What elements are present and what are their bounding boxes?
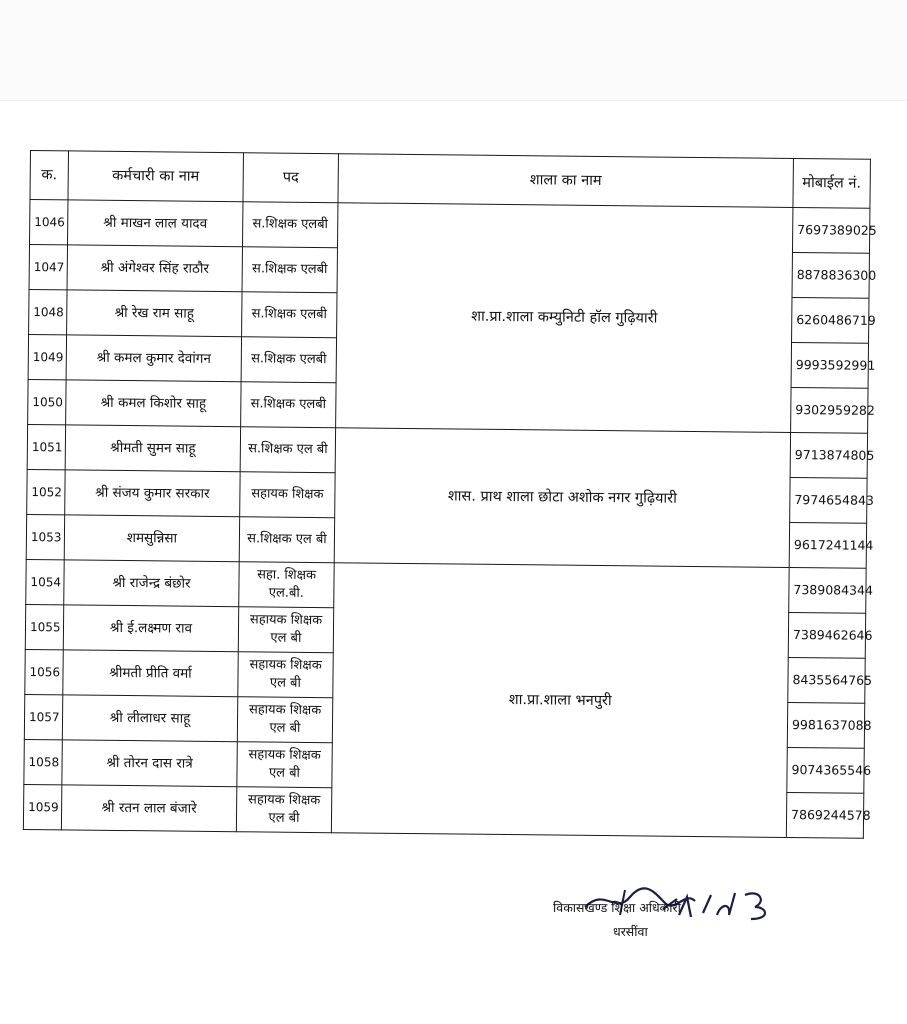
row-name: श्रीमती सुमन साहू <box>65 425 240 472</box>
row-post: सहायक शिक्षक एल बी <box>238 607 333 653</box>
row-sno: 1053 <box>26 514 64 559</box>
row-sno: 1057 <box>24 694 62 739</box>
row-post: स.शिक्षक एलबी <box>241 337 336 383</box>
row-name: श्री तोरन दास रात्रे <box>62 740 237 787</box>
row-post: स.शिक्षक एलबी <box>241 382 336 428</box>
row-name: श्री माखन लाल यादव <box>68 200 243 247</box>
signature-designation: विकासखण्ड शिक्षा अधिकारी <box>553 900 681 915</box>
row-sno: 1049 <box>28 334 66 379</box>
row-name: श्रीमती प्रीति वर्मा <box>63 650 238 697</box>
row-post: स.शिक्षक एलबी <box>242 247 337 293</box>
row-name: श्री ई.लक्ष्मण राव <box>63 605 238 652</box>
row-post: स.शिक्षक एल बी <box>239 517 334 563</box>
row-mobile: 8435564765 <box>788 657 865 703</box>
row-post: सहायक शिक्षक <box>240 472 335 518</box>
scan-top-band <box>0 0 907 101</box>
row-sno: 1051 <box>27 424 65 469</box>
row-sno: 1047 <box>29 245 67 290</box>
row-sno: 1050 <box>28 379 66 424</box>
row-mobile: 7869244578 <box>786 792 863 838</box>
row-post: सहायक शिक्षक एल बी <box>237 742 332 788</box>
row-mobile: 9617241144 <box>789 522 866 568</box>
staff-table <box>23 150 877 839</box>
row-name: श्री रतन लाल बंजारे <box>61 785 236 832</box>
row-name: श्री संजय कुमार सरकार <box>65 470 240 517</box>
row-post: स.शिक्षक एलबी <box>242 292 337 338</box>
row-name: श्री रेख राम साहू <box>67 290 242 337</box>
row-post: सहायक शिक्षक एल बी <box>237 697 332 743</box>
header-sno: क. <box>30 151 69 200</box>
row-mobile: 7974654843 <box>790 477 867 523</box>
row-mobile: 9713874805 <box>790 432 867 478</box>
school-cell: शा.प्रा.शाला भनपुरी <box>331 563 789 838</box>
row-post: सहायक शिक्षक एल बी <box>236 787 331 833</box>
row-name: श्री कमल किशोर साहू <box>66 380 241 427</box>
row-mobile: 9302959282 <box>791 387 868 433</box>
row-sno: 1052 <box>27 469 65 514</box>
row-name: शमसुन्निसा <box>64 515 239 562</box>
row-sno: 1056 <box>25 649 63 694</box>
table-header-row <box>30 151 870 209</box>
row-sno: 1046 <box>30 200 68 245</box>
row-mobile: 9993592991 <box>791 342 868 388</box>
school-cell: शा.प्रा.शाला कम्युनिटी हॉल गुढ़ियारी <box>336 203 793 433</box>
header-school: शाला का नाम <box>338 154 793 208</box>
row-name: श्री राजेन्द्र बंछोर <box>64 560 239 607</box>
header-mobile: मोबाईल नं. <box>793 158 871 208</box>
officer-signature-block <box>545 885 805 965</box>
row-name: श्री अंगेश्वर सिंह राठौर <box>67 245 242 292</box>
row-mobile: 6260486719 <box>792 297 869 343</box>
row-name: श्री लीलाधर साहू <box>62 695 237 742</box>
row-sno: 1055 <box>25 604 63 649</box>
row-sno: 1054 <box>26 559 64 604</box>
handwritten-signature <box>545 885 805 965</box>
signature-location: धरसींवा <box>613 924 648 939</box>
header-post: पद <box>243 153 339 203</box>
row-mobile: 8878836300 <box>792 252 869 298</box>
document-sheet <box>23 150 877 839</box>
row-mobile: 7389084344 <box>789 567 866 613</box>
row-sno: 1059 <box>23 784 61 829</box>
row-name: श्री कमल कुमार देवांगन <box>66 335 241 382</box>
header-name: कर्मचारी का नाम <box>68 151 244 202</box>
row-mobile: 9981637088 <box>787 702 864 748</box>
row-mobile: 7697389025 <box>792 207 869 253</box>
row-mobile: 9074365546 <box>787 747 864 793</box>
row-post: सहा. शिक्षक एल.बी. <box>239 562 334 608</box>
row-post: सहायक शिक्षक एल बी <box>238 652 333 698</box>
row-sno: 1048 <box>29 289 67 334</box>
school-cell: शास. प्राथ शाला छोटा अशोक नगर गुढ़ियारी <box>334 428 790 568</box>
row-post: स.शिक्षक एलबी <box>242 202 337 248</box>
row-mobile: 7389462646 <box>788 612 865 658</box>
row-sno: 1058 <box>24 739 62 784</box>
row-post: स.शिक्षक एल बी <box>240 427 335 473</box>
